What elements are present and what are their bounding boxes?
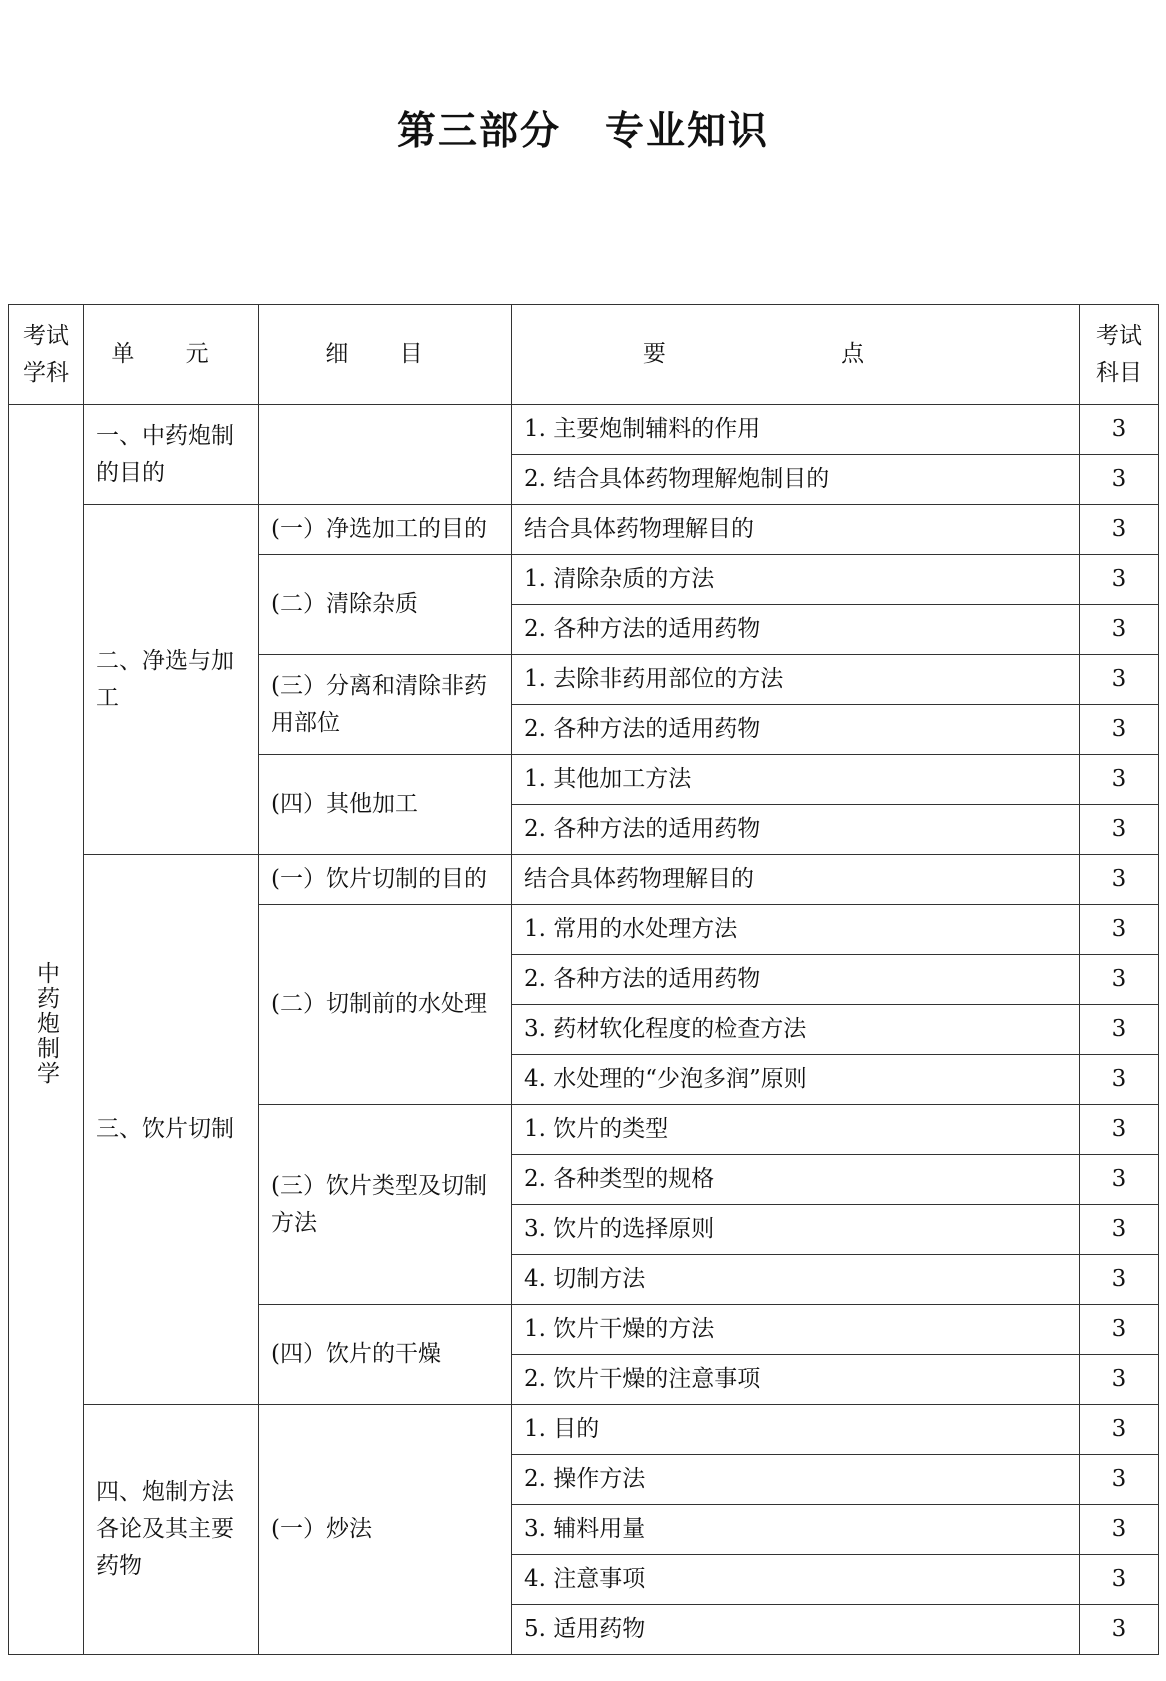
- level-cell: 3: [1080, 455, 1159, 505]
- item-cell: (二）清除杂质: [259, 555, 512, 655]
- level-cell: 3: [1080, 855, 1159, 905]
- point-cell: 1. 饮片的类型: [512, 1105, 1080, 1155]
- unit-cell: 四、炮制方法各论及其主要药物: [84, 1405, 259, 1655]
- item-cell-empty: [259, 405, 512, 505]
- item-cell: (二）切制前的水处理: [259, 905, 512, 1105]
- level-cell: 3: [1080, 1305, 1159, 1355]
- level-cell: 3: [1080, 405, 1159, 455]
- level-cell: 3: [1080, 955, 1159, 1005]
- header-subject: 考试学科: [9, 305, 84, 405]
- level-cell: 3: [1080, 1005, 1159, 1055]
- syllabus-table: [8, 304, 1159, 1655]
- point-cell: 2. 各种类型的规格: [512, 1155, 1080, 1205]
- point-cell: 3. 药材软化程度的检查方法: [512, 1005, 1080, 1055]
- level-cell: 3: [1080, 655, 1159, 705]
- point-cell: 3. 辅料用量: [512, 1505, 1080, 1555]
- level-cell: 3: [1080, 1255, 1159, 1305]
- level-cell: 3: [1080, 1055, 1159, 1105]
- level-cell: 3: [1080, 755, 1159, 805]
- header-points: 要 点: [512, 305, 1080, 405]
- point-cell: 2. 结合具体药物理解炮制目的: [512, 455, 1080, 505]
- point-cell: 1. 其他加工方法: [512, 755, 1080, 805]
- point-cell: 5. 适用药物: [512, 1605, 1080, 1655]
- header-level: 考试科目: [1080, 305, 1159, 405]
- level-cell: 3: [1080, 505, 1159, 555]
- point-cell: 1. 饮片干燥的方法: [512, 1305, 1080, 1355]
- point-cell: 4. 切制方法: [512, 1255, 1080, 1305]
- header-unit: 单 元: [84, 305, 259, 405]
- item-cell: (三）分离和清除非药用部位: [259, 655, 512, 755]
- item-cell: (一）饮片切制的目的: [259, 855, 512, 905]
- page-title: [0, 100, 1166, 156]
- level-cell: 3: [1080, 1205, 1159, 1255]
- table-header-row: [9, 305, 1159, 405]
- point-cell: 2. 各种方法的适用药物: [512, 805, 1080, 855]
- level-cell: 3: [1080, 1155, 1159, 1205]
- point-cell: 结合具体药物理解目的: [512, 855, 1080, 905]
- point-cell: 1. 常用的水处理方法: [512, 905, 1080, 955]
- level-cell: 3: [1080, 1105, 1159, 1155]
- point-cell: 2. 操作方法: [512, 1455, 1080, 1505]
- point-cell: 4. 注意事项: [512, 1555, 1080, 1605]
- level-cell: 3: [1080, 555, 1159, 605]
- subject-cell: 中药炮制学: [9, 405, 84, 1655]
- point-cell: 2. 各种方法的适用药物: [512, 605, 1080, 655]
- level-cell: 3: [1080, 605, 1159, 655]
- item-cell: (四）饮片的干燥: [259, 1305, 512, 1405]
- point-cell: 1. 目的: [512, 1405, 1080, 1455]
- point-cell: 1. 清除杂质的方法: [512, 555, 1080, 605]
- unit-cell: 三、饮片切制: [84, 855, 259, 1405]
- level-cell: 3: [1080, 805, 1159, 855]
- level-cell: 3: [1080, 705, 1159, 755]
- unit-cell: 一、中药炮制的目的: [84, 405, 259, 505]
- table-row: [9, 1405, 1159, 1455]
- point-cell: 结合具体药物理解目的: [512, 505, 1080, 555]
- point-cell: 1. 主要炮制辅料的作用: [512, 405, 1080, 455]
- title-part: 第三部分: [396, 109, 561, 154]
- table-row: [9, 855, 1159, 905]
- level-cell: 3: [1080, 1605, 1159, 1655]
- item-cell: (三）饮片类型及切制方法: [259, 1105, 512, 1305]
- header-item: 细 目: [259, 305, 512, 405]
- title-section: 专业知识: [605, 109, 770, 154]
- unit-cell: 二、净选与加工: [84, 505, 259, 855]
- point-cell: 4. 水处理的“少泡多润”原则: [512, 1055, 1080, 1105]
- level-cell: 3: [1080, 1355, 1159, 1405]
- point-cell: 1. 去除非药用部位的方法: [512, 655, 1080, 705]
- item-cell: (一）净选加工的目的: [259, 505, 512, 555]
- point-cell: 2. 各种方法的适用药物: [512, 955, 1080, 1005]
- item-cell: (四）其他加工: [259, 755, 512, 855]
- table-row: [9, 505, 1159, 555]
- table-row: [9, 405, 1159, 455]
- item-cell: (一）炒法: [259, 1405, 512, 1655]
- level-cell: 3: [1080, 1505, 1159, 1555]
- point-cell: 3. 饮片的选择原则: [512, 1205, 1080, 1255]
- level-cell: 3: [1080, 905, 1159, 955]
- level-cell: 3: [1080, 1555, 1159, 1605]
- level-cell: 3: [1080, 1455, 1159, 1505]
- level-cell: 3: [1080, 1405, 1159, 1455]
- point-cell: 2. 饮片干燥的注意事项: [512, 1355, 1080, 1405]
- point-cell: 2. 各种方法的适用药物: [512, 705, 1080, 755]
